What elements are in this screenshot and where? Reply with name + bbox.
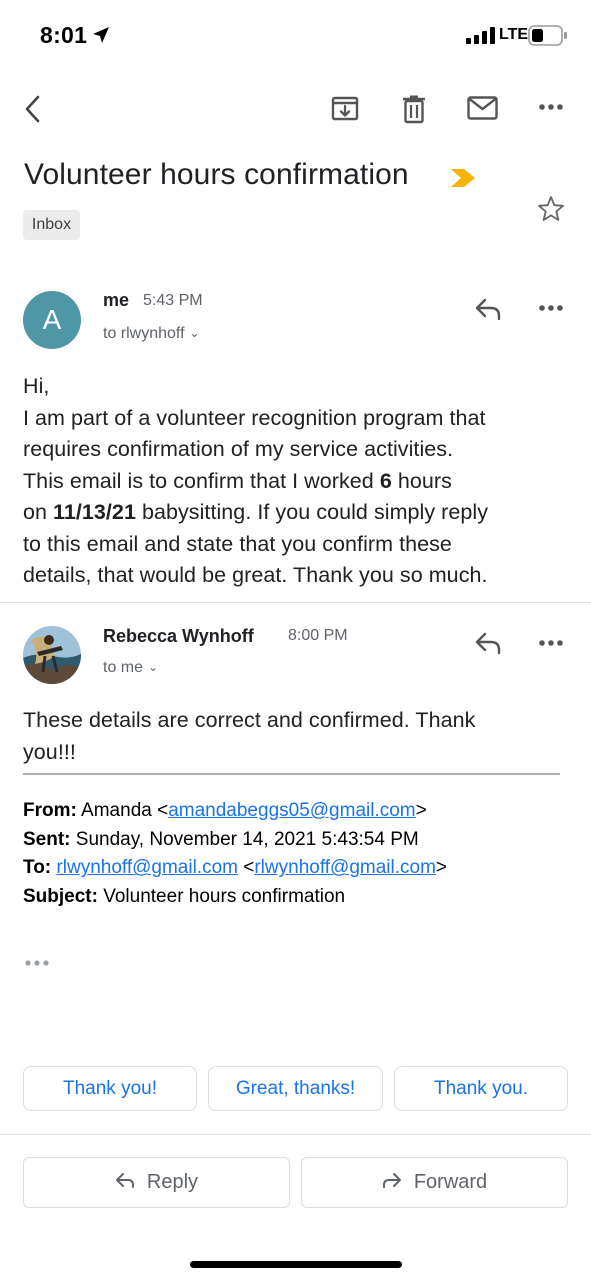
message-time: 5:43 PM	[143, 292, 203, 309]
body-line: requires confirmation of my service activities.	[23, 437, 454, 461]
smart-reply-button[interactable]: Great, thanks!	[208, 1066, 383, 1111]
quoted-label: From:	[23, 800, 77, 821]
sender-name: me	[103, 290, 130, 310]
quoted-subject	[23, 883, 447, 912]
quoted-to	[23, 854, 447, 883]
body-text-segment: on	[23, 500, 54, 524]
chevron-down-icon: ⌄	[148, 660, 159, 674]
status-time: 8:01	[40, 22, 88, 48]
battery-icon	[528, 25, 568, 46]
status-bar	[0, 0, 591, 70]
more-icon[interactable]	[538, 102, 564, 112]
body-text-segment: babysitting. If you could simply reply	[135, 500, 489, 524]
quoted-label: Sent:	[23, 828, 71, 850]
message-more-icon[interactable]	[538, 638, 564, 648]
location-arrow-icon	[92, 26, 110, 44]
quoted-from	[23, 797, 447, 826]
body-text-segment: This email is to confirm that I worked	[23, 468, 380, 493]
email-link[interactable]: rlwynhoff@gmail.com	[254, 857, 436, 879]
actions-divider	[0, 1134, 591, 1135]
quoted-value: Sunday, November 14, 2021 5:43:54 PM	[70, 828, 419, 850]
date-value: 11/13/21	[53, 500, 136, 524]
recipient-details[interactable]	[103, 325, 200, 343]
body-line	[23, 466, 488, 498]
smart-reply-button[interactable]: Thank you.	[394, 1066, 568, 1111]
body-text-segment: hours	[391, 468, 452, 493]
reply-button[interactable]	[23, 1157, 290, 1208]
chevron-down-icon: ⌄	[189, 326, 200, 340]
home-indicator[interactable]	[190, 1261, 402, 1268]
body-line: details, that would be great. Thank you so much.	[23, 563, 488, 587]
recipient-text: to me	[103, 659, 144, 676]
email-subject: Volunteer hours confirmation	[24, 158, 409, 191]
smart-reply-button[interactable]: Thank you!	[23, 1066, 197, 1111]
quoted-label: To:	[23, 857, 52, 879]
forward-label: Forward	[413, 1171, 488, 1193]
body-line: These details are correct and confirmed. Thank	[23, 708, 476, 732]
back-arrow-icon[interactable]	[20, 94, 46, 124]
body-line: Hi,	[23, 374, 50, 398]
message-body	[23, 705, 475, 768]
quoted-value: <	[237, 857, 255, 879]
archive-icon[interactable]	[331, 94, 359, 122]
quoted-label: Subject:	[23, 886, 98, 908]
avatar[interactable]: A	[23, 291, 81, 349]
email-link[interactable]: rlwynhoff@gmail.com	[56, 857, 238, 879]
message-body	[23, 371, 488, 592]
recipient-details[interactable]	[103, 659, 158, 677]
network-type: LTE	[499, 26, 529, 43]
forward-icon	[382, 1171, 402, 1191]
reply-label: Reply	[146, 1171, 199, 1193]
sender-name: Rebecca Wynhoff	[103, 626, 254, 646]
importance-marker-icon[interactable]	[450, 168, 476, 188]
message-more-icon[interactable]	[538, 303, 564, 313]
reply-icon[interactable]	[474, 631, 502, 655]
body-line: I am part of a volunteer recognition program that	[23, 405, 486, 430]
quoted-header	[23, 797, 447, 912]
quoted-sent	[23, 826, 447, 855]
mail-icon[interactable]	[467, 96, 498, 120]
avatar[interactable]	[23, 626, 81, 684]
quote-divider	[23, 773, 560, 775]
body-line: to this email and state that you confirm these	[23, 531, 452, 556]
body-line: you!!!	[23, 739, 76, 764]
reply-icon[interactable]	[474, 297, 502, 321]
hours-value: 6	[379, 468, 392, 493]
quoted-value: >	[415, 800, 427, 821]
show-trimmed-content-icon[interactable]	[24, 958, 50, 968]
cellular-signal-icon	[466, 27, 496, 44]
label-inbox[interactable]: Inbox	[23, 210, 80, 240]
quoted-value: >	[435, 857, 448, 879]
forward-button[interactable]	[301, 1157, 568, 1208]
message-divider	[0, 602, 591, 603]
message-time: 8:00 PM	[288, 627, 348, 644]
quoted-value: Volunteer hours confirmation	[97, 886, 346, 908]
body-line	[23, 497, 488, 529]
quoted-value: Amanda <	[76, 800, 169, 821]
email-link[interactable]: amandabeggs05@gmail.com	[168, 800, 416, 821]
recipient-text: to rlwynhoff	[103, 325, 185, 342]
reply-icon	[115, 1171, 135, 1191]
trash-icon[interactable]	[401, 94, 427, 124]
star-icon[interactable]	[537, 195, 565, 222]
